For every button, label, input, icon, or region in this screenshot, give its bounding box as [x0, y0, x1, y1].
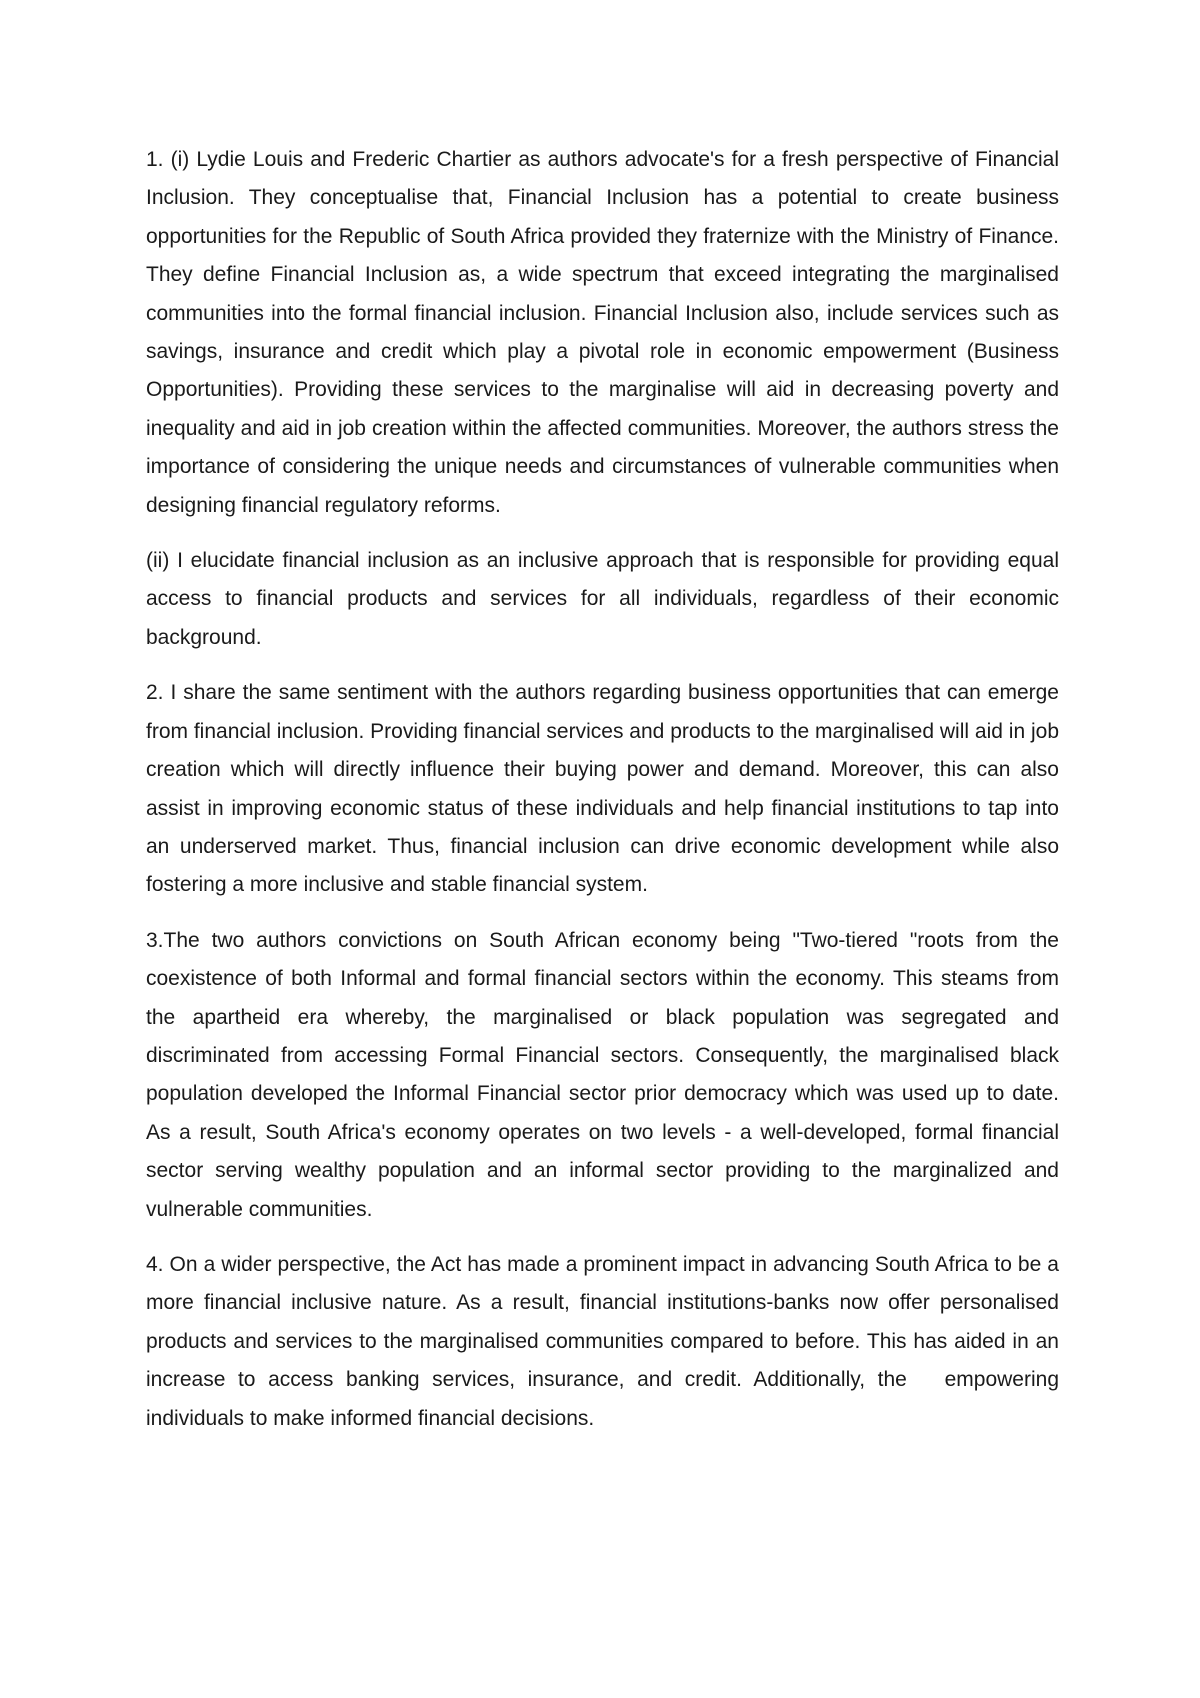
- paragraph-2: 2. I share the same sentiment with the authors regarding business opportunities that can emerge from financial inclusion. Providing financial services and products to the marginalised will aid in job creation which will directly influence their buying power and demand. Moreover, this can also assist in improving economic status of these individuals and help financial institutions to tap into an underserved market. Thus, financial inclusion can drive economic development while also fostering a more inclusive and stable financial system.: [146, 681, 1059, 897]
- paragraph-3: 3.The two authors convictions on South African economy being "Two-tiered "roots from the coexistence of both Informal and formal financial sectors within the economy. This steams from the apartheid era whereby, the marginalised or black population was segregated and discriminated from accessing Formal Financial sectors. Consequently, the marginalised black population developed the Informal Financial sector prior democracy which was used up to date. As a result, South Africa's economy operates on two levels - a well-developed, formal financial sector serving wealthy population and an informal sector providing to the marginalized and vulnerable communities.: [146, 928, 1059, 1221]
- paragraph-1-ii: (ii) I elucidate financial inclusion as an inclusive approach that is responsible for providing equal access to financial products and services for all individuals, regardless of their economic background.: [146, 549, 1059, 649]
- paragraph-1: 1. (i) Lydie Louis and Frederic Chartier as authors advocate's for a fresh perspective of Financial Inclusion. They conceptualise that, Financial Inclusion has a potential to create business opportunities for the Republic of South Africa provided they fraternize with the Ministry of Finance. They define Financial Inclusion as, a wide spectrum that exceed integrating the marginalised communities into the formal financial inclusion. Financial Inclusion also, include services such as savings, insurance and credit which play a pivotal role in economic empowerment (Business Opportunities). Providing these services to the marginalise will aid in decreasing poverty and inequality and aid in job creation within the affected communities. Moreover, the authors stress the importance of considering the unique needs and circumstances of vulnerable communities when designing financial regulatory reforms.: [146, 148, 1059, 517]
- document-body: [146, 141, 1065, 1455]
- paragraph-4: 4. On a wider perspective, the Act has made a prominent impact in advancing South Africa to be a more financial inclusive nature. As a result, financial institutions-banks now offer personalised products and services to the marginalised communities compared to before. This has aided in an increase to access banking services, insurance, and credit. Additionally, the empowering individuals to make informed financial decisions.: [146, 1252, 1065, 1430]
